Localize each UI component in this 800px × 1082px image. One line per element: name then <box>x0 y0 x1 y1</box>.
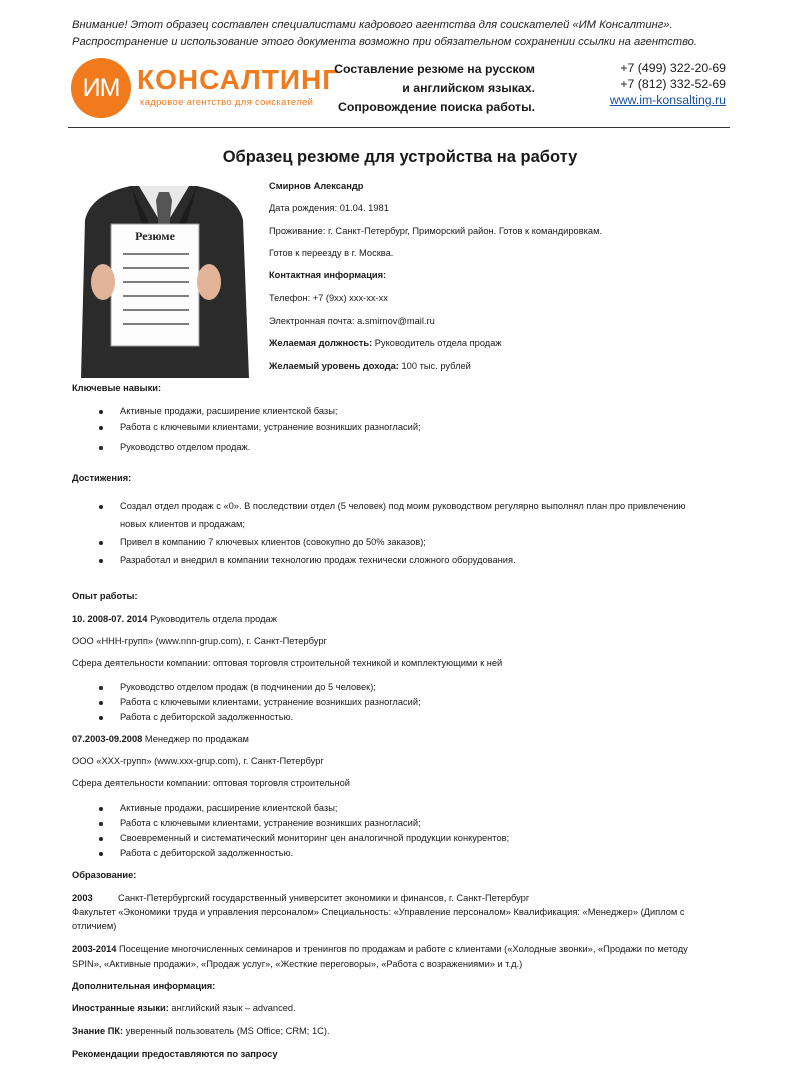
logo-subtitle: кадровое агентство для соискателей <box>140 97 314 108</box>
list-item: Работа с ключевыми клиентами, устранение возникших разногласий; <box>120 422 421 432</box>
bullet-icon <box>99 807 103 811</box>
education-heading: Образование: <box>72 870 137 880</box>
agency-notice <box>72 17 697 51</box>
list-item: Работа с дебиторской задолженностью. <box>120 848 294 858</box>
list-item-continuation: новых клиентов и продажам; <box>120 519 246 529</box>
education-faculty-continuation: отличием) <box>72 921 117 931</box>
agency-contacts <box>585 60 726 108</box>
job-1-company: ООО «ННН-групп» (www.nnn-grup.com), г. Санкт-Петербург <box>72 636 327 646</box>
additional-heading: Дополнительная информация: <box>72 981 216 991</box>
logo-mark: ИМ <box>71 58 131 118</box>
courses-period: 2003-2014 <box>72 944 117 954</box>
references: Рекомендации предоставляются по запросу <box>72 1049 278 1059</box>
list-item: Работа с ключевыми клиентами, устранение возникших разногласий; <box>120 818 421 828</box>
education-university: Санкт-Петербургский государственный университет экономики и финансов, г. Санкт-Петербург <box>118 893 530 903</box>
header-divider <box>68 127 730 128</box>
candidate-email: Электронная почта: a.smirnov@mail.ru <box>269 316 435 326</box>
bullet-icon <box>99 541 103 545</box>
bullet-icon <box>99 822 103 826</box>
bullet-icon <box>99 410 103 414</box>
income-value: 100 тыс. рублей <box>398 361 471 371</box>
bullet-icon <box>99 559 103 563</box>
bullet-icon <box>99 446 103 450</box>
candidate-name: Смирнов Александр <box>269 181 364 191</box>
achievements-heading: Достижения: <box>72 473 132 483</box>
desired-position <box>269 337 502 350</box>
birth-date: Дата рождения: 01.04. 1981 <box>269 203 389 213</box>
position-value: Руководитель отдела продаж <box>372 338 502 348</box>
position-label: Желаемая должность: <box>269 338 373 348</box>
job-1-period: 10. 2008-07. 2014 <box>72 614 148 624</box>
list-item: Работа с ключевыми клиентами, устранение возникших разногласий; <box>120 697 421 707</box>
pc-skills <box>72 1025 330 1038</box>
desired-income <box>269 360 471 373</box>
courses <box>72 943 688 956</box>
skills-heading: Ключевые навыки: <box>72 383 162 393</box>
list-item: Привел в компанию 7 ключевых клиентов (совокупно до 50% заказов); <box>120 537 426 547</box>
list-item: Руководство отделом продаж. <box>120 442 251 452</box>
agency-phone-2: +7 (812) 332-52-69 <box>620 77 726 91</box>
list-item: Создал отдел продаж с «0». В последствии отдел (5 человек) под моим руководством регулярно выполнял план про привлечению <box>120 501 686 511</box>
job-1-sphere: Сфера деятельности компании: оптовая торговля строительной техникой и комплектующими к ней <box>72 658 503 668</box>
bullet-icon <box>99 686 103 690</box>
job-2-company: ООО «ХХХ-групп» (www.xxx-grup.com), г. Санкт-Петербург <box>72 756 324 766</box>
income-label: Желаемый уровень дохода: <box>269 361 399 371</box>
bullet-icon <box>99 426 103 430</box>
list-item: Своевременный и систематический мониторинг цен аналогичной продукции конкурентов; <box>120 833 510 843</box>
document-title: Образец резюме для устройства на работу <box>222 148 578 166</box>
contact-heading: Контактная информация: <box>269 270 387 280</box>
education-year: 2003 <box>72 893 93 903</box>
languages-label: Иностранные языки: <box>72 1003 169 1013</box>
bullet-icon <box>99 505 103 509</box>
job-2-period: 07.2003-09.2008 <box>72 734 143 744</box>
list-item: Активные продажи, расширение клиентской базы; <box>120 803 338 813</box>
tagline-line-1: Составление резюме на русском <box>334 62 535 76</box>
list-item: Руководство отделом продаж (в подчинении до 5 человек); <box>120 682 376 692</box>
list-item: Активные продажи, расширение клиентской базы; <box>120 406 338 416</box>
photo-sheet-label: Резюме <box>135 229 175 243</box>
bullet-icon <box>99 837 103 841</box>
tagline-line-3: Сопровождение поиска работы. <box>337 100 535 114</box>
bullet-icon <box>99 852 103 856</box>
relocation: Готов к переезду в г. Москва. <box>269 248 394 258</box>
job-2-sphere: Сфера деятельности компании: оптовая торговля строительной <box>72 778 350 788</box>
pc-skills-label: Знание ПК: <box>72 1026 124 1036</box>
job-1-role: Руководитель отдела продаж <box>147 614 277 624</box>
residence: Проживание: г. Санкт-Петербург, Приморский район. Готов к командировкам. <box>269 226 603 236</box>
agency-phone-1: +7 (499) 322-20-69 <box>620 61 726 75</box>
candidate-phone: Телефон: +7 (9хх) ххх-хх-хх <box>269 293 388 303</box>
job-1-title <box>72 613 277 626</box>
experience-heading: Опыт работы: <box>72 591 138 601</box>
languages-value: английский язык – advanced. <box>168 1003 296 1013</box>
list-item: Работа с дебиторской задолженностью. <box>120 712 294 722</box>
tagline-line-2: и английском языках. <box>402 81 535 95</box>
agency-website-link[interactable]: www.im-konsalting.ru <box>609 93 726 107</box>
education-faculty: Факультет «Экономики труда и управления персоналом» Специальность: «Управление персоналом» Квалификация: «Менеджер» (Диплом с <box>72 907 685 917</box>
pc-skills-value: уверенный пользователь (MS Office; CRM; 1С). <box>123 1026 330 1036</box>
resume-photo <box>71 180 257 378</box>
bullet-icon <box>99 701 103 705</box>
courses-description: Посещение многочисленных семинаров и тренингов по продажам и работе с клиентами («Холодные звонки», «Продажи по методу <box>116 944 688 954</box>
courses-continuation: SPIN», «Активные продажи», «Продаж услуг», «Жесткие переговоры», «Работа с возражениями» и т.д.) <box>72 959 523 969</box>
agency-tagline <box>330 60 535 117</box>
languages <box>72 1002 296 1015</box>
list-item: Разработал и внедрил в компании технологию продаж технически сложного оборудования. <box>120 555 516 565</box>
logo-name: КОНСАЛТИНГ <box>137 64 340 95</box>
job-2-role: Менеджер по продажам <box>142 734 249 744</box>
notice-line-1: Внимание! Этот образец составлен специалистами кадрового агентства для соискателей «ИМ Консалтинг». <box>72 19 673 31</box>
bullet-icon <box>99 716 103 720</box>
notice-line-2: Распространение и использование этого документа возможно при обязательном сохранении ссылки на агентство. <box>72 36 698 48</box>
job-2-title <box>72 733 249 746</box>
